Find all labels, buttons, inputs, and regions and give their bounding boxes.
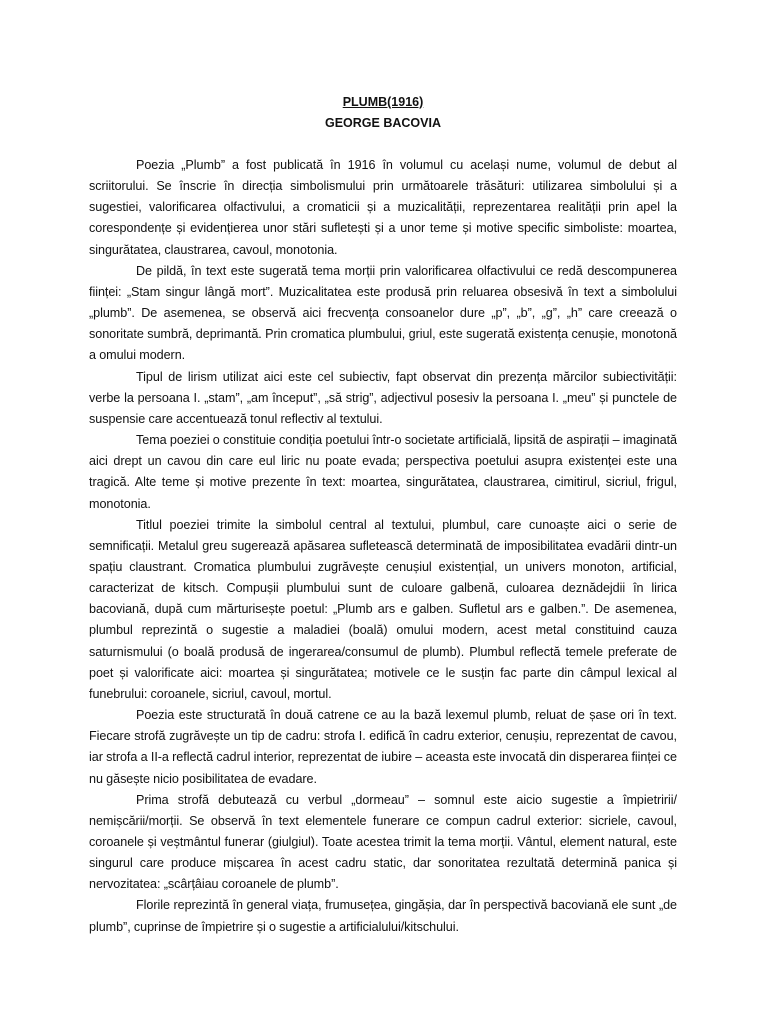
paragraph-title-symbol: Titlul poeziei trimite la simbolul central al textului, plumbul, care cunoaște aici o serie de semnificații. Metalul greu sugerează apăsarea sufletească determinată de imposibilitatea evadării dintr-un spațiu claustrant. Cromatica plumbului zugrăvește cenușiul existențial, un univers monoton, artificial, caracterizat de kitsch. Compușii plumbului sunt de culoare galbenă, culoarea deznădejdii în lirica bacoviană, după cum mărturisește poetul: „Plumb ars e galben. Sufletul ars e galben.”. De asemenea, plumbul reprezintă o sugestie a maladiei (boală) omului modern, acest metal constituind cauza saturnismului (o boală produsă de ingerarea/consumul de plumb). Plumbul reflectă temele preferate de poet și valorificate aici: moartea și singurătatea; motivele ce le susțin fac parte din câmpul lexical al funebrului: coroanele, sicriul, cavoul, mortul.	[89, 517, 677, 701]
paragraph-lyricism: Tipul de lirism utilizat aici este cel subiectiv, fapt observat din prezența mărcilor subiectivității: verbe la persoana I. „stam”, „am început”, „să strig”, adjectivul posesiv la persoana I. „meu” și punctele de suspensie care accentuează tonul reflectiv al textului.	[89, 369, 677, 426]
document-page	[89, 92, 677, 938]
document-body	[89, 155, 677, 938]
paragraph-flowers: Florile reprezintă în general viața, frumusețea, gingășia, dar în perspectivă bacoviană ele sunt „de plumb”, cuprinse de împietrire și o sugestie a artificialului/kitschului.	[89, 898, 677, 934]
paragraph-first-stanza: Prima strofă debutează cu verbul „dormeau” – somnul este aicio sugestie a împietririi/ nemișcării/morții. Se observă în text elementele funerare ce compun cadrul exterior: sicriele, cavoul, coroanele și veștmântul funerar (giulgiul). Toate acestea trimit la tema morții. Vântul, element natural, este singurul care produce mișcarea în acest cadru static, dar sonoritatea rezultată determină panica și nervozitatea: „scârțâiau coroanele de plumb”.	[89, 792, 677, 892]
document-author: GEORGE BACOVIA	[325, 116, 441, 130]
paragraph-structure: Poezia este structurată în două catrene ce au la bază lexemul plumb, reluat de șase ori în text. Fiecare strofă zugrăvește un tip de cadru: strofa I. edifică în cadru exterior, cenușiu, reprezentat de cavou, iar strofa a II-a reflectă cadrul interior, reprezentat de iubire – aceasta este invocată din disperarea ființei ce nu găsește nicio posibilitatea de evadare.	[89, 708, 677, 786]
paragraph-examples: De pildă, în text este sugerată tema morții prin valorificarea olfactivului ce redă descompunerea ființei: „Stam singur lângă mort”. Muzicalitatea este produsă prin reluarea obsesivă în text a simbolului „plumb”. De asemenea, se observă aici frecvența consoanelor dure „p”, „b”, „g”, „h” care creează o sonoritate sumbră, deprimantă. Prin cromatica plumbului, griul, este sugerată existența cenușie, monotonă a omului modern.	[89, 263, 677, 363]
paragraph-theme: Tema poeziei o constituie condiția poetului într-o societate artificială, lipsită de aspirații – imaginată aici drept un cavou din care eul liric nu poate evada; perspectiva poetului asupra existenței este una tragică. Alte teme și motive prezente în text: moartea, singurătatea, claustrarea, cimitirul, sicriul, frigul, monotonia.	[89, 433, 677, 511]
document-title: PLUMB(1916)	[342, 95, 424, 109]
paragraph-intro: Poezia „Plumb” a fost publicată în 1916 în volumul cu același nume, volumul de debut al scriitorului. Se înscrie în direcția simbolismului prin următoarele trăsături: utilizarea simbolului și a sugestiei, valorificarea olfactivului, a cromaticii și a muzicalității, reprezentarea realității prin apel la corespondențe și evidențierea unor stări sufletești și a unor teme și motive specific simboliste: moartea, singurătatea, claustrarea, cavoul, monotonia.	[89, 158, 677, 257]
